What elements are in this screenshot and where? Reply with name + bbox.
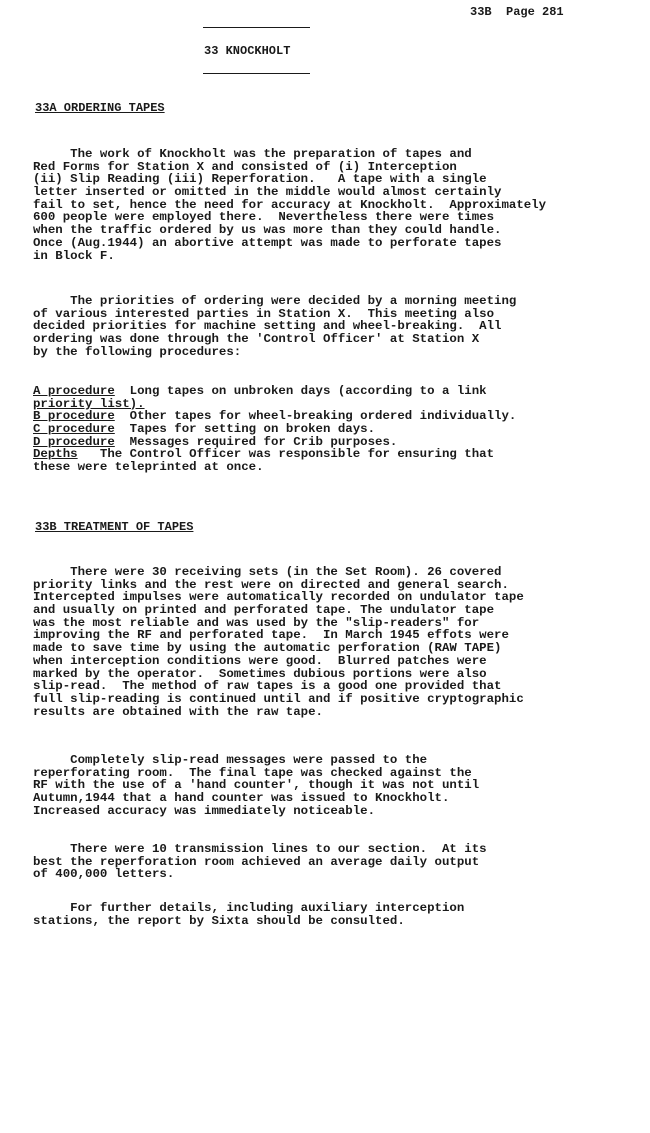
- section-b-heading: 33B TREATMENT OF TAPES: [35, 520, 194, 534]
- procedure-term: A procedure: [33, 384, 115, 398]
- section-a-heading: 33A ORDERING TAPES: [35, 101, 165, 115]
- text-line: RF with the use of a 'hand counter', though it was not until: [33, 778, 480, 793]
- section-a-paragraph-2: [33, 295, 648, 358]
- text-line: Increased accuracy was immediately noticeable.: [33, 803, 376, 818]
- text-line: priority links and the rest were on directed and general search.: [33, 577, 509, 592]
- text-line: full slip-reading is continued until and if positive cryptographic: [33, 691, 524, 706]
- section-b-paragraph-4: [33, 902, 648, 927]
- text-line: best the reperforation room achieved an average daily output: [33, 854, 480, 869]
- text-line: in Block F.: [33, 248, 115, 263]
- procedure-text: Tapes for setting on broken days.: [114, 422, 376, 437]
- text-line: Once (Aug.1944) an abortive attempt was made to perforate tapes: [33, 235, 502, 250]
- section-b-paragraph-1: [33, 566, 648, 718]
- section-b-paragraph-2: [33, 754, 648, 817]
- procedure-row: [33, 461, 648, 474]
- text-line: There were 30 receiving sets (in the Set Room). 26 covered: [33, 565, 502, 579]
- text-line: ordering was done through the 'Control Officer' at Station X: [33, 332, 480, 347]
- text-line: There were 10 transmission lines to our section. At its: [33, 842, 487, 856]
- procedure-term: D procedure: [33, 434, 115, 449]
- text-line: when interception conditions were good. Blurred patches were: [33, 653, 487, 668]
- text-line: marked by the operator. Sometimes dubious portions were also: [33, 666, 487, 681]
- text-line: improving the RF and perforated tape. In March 1945 effots were: [33, 628, 509, 643]
- text-line: when the traffic ordered by us was more than they could handle.: [33, 223, 502, 238]
- procedure-term: Depths: [33, 447, 78, 462]
- text-line: results are obtained with the raw tape.: [33, 704, 323, 719]
- text-line: reperforating room. The final tape was checked against the: [33, 765, 472, 780]
- text-line: slip-read. The method of raw tapes is a good one provided that: [33, 679, 502, 694]
- text-line: decided priorities for machine setting and wheel-breaking. All: [33, 319, 502, 334]
- section-a-paragraph-1: [33, 148, 648, 262]
- section-b-paragraph-3: [33, 843, 648, 881]
- text-line: made to save time by using the automatic perforation (RAW TAPE): [33, 641, 502, 656]
- text-line: letter inserted or omitted in the middle would almost certainly: [33, 185, 502, 200]
- procedure-text: Other tapes for wheel-breaking ordered individually.: [114, 409, 517, 424]
- text-line: of 400,000 letters.: [33, 867, 175, 882]
- page-number: 33B Page 281: [470, 5, 564, 19]
- procedure-list: [33, 385, 648, 474]
- text-line: The priorities of ordering were decided by a morning meeting: [33, 294, 517, 308]
- title-rule-bottom: [203, 73, 310, 74]
- text-line: (ii) Slip Reading (iii) Reperforation. A tape with a single: [33, 172, 487, 187]
- text-line: Completely slip-read messages were passed to the: [33, 753, 428, 767]
- procedure-text: Messages required for Crib purposes.: [114, 434, 398, 449]
- text-line: Intercepted impulses were automatically recorded on undulator tape: [33, 590, 524, 605]
- text-line: 600 people were employed there. Nevertheless there were times: [33, 210, 495, 225]
- text-line: For further details, including auxiliary interception: [33, 901, 465, 915]
- title-rule-top: [203, 27, 310, 28]
- procedure-term: B procedure: [33, 409, 115, 424]
- text-line: and usually on printed and perforated tape. The undulator tape: [33, 603, 495, 618]
- chapter-title: 33 KNOCKHOLT: [204, 44, 291, 58]
- text-line: by the following procedures:: [33, 344, 242, 359]
- text-line: was the most reliable and was used by the "slip-readers" for: [33, 615, 480, 630]
- text-line: of various interested parties in Station X. This meeting also: [33, 306, 495, 321]
- text-line: stations, the report by Sixta should be consulted.: [33, 913, 405, 928]
- text-line: The work of Knockholt was the preparation of tapes and: [33, 147, 472, 161]
- procedure-text: these were teleprinted at once.: [33, 460, 264, 475]
- text-line: fail to set, hence the need for accuracy at Knockholt. Approximately: [33, 197, 547, 212]
- procedure-term: C procedure: [33, 422, 115, 437]
- procedure-text: Long tapes on unbroken days (according to a link: [114, 384, 487, 398]
- text-line: Red Forms for Station X and consisted of (i) Interception: [33, 159, 457, 174]
- text-line: Autumn,1944 that a hand counter was issued to Knockholt.: [33, 791, 450, 806]
- procedure-text: The Control Officer was responsible for ensuring that: [77, 447, 495, 462]
- procedure-term: priority list).: [33, 396, 145, 411]
